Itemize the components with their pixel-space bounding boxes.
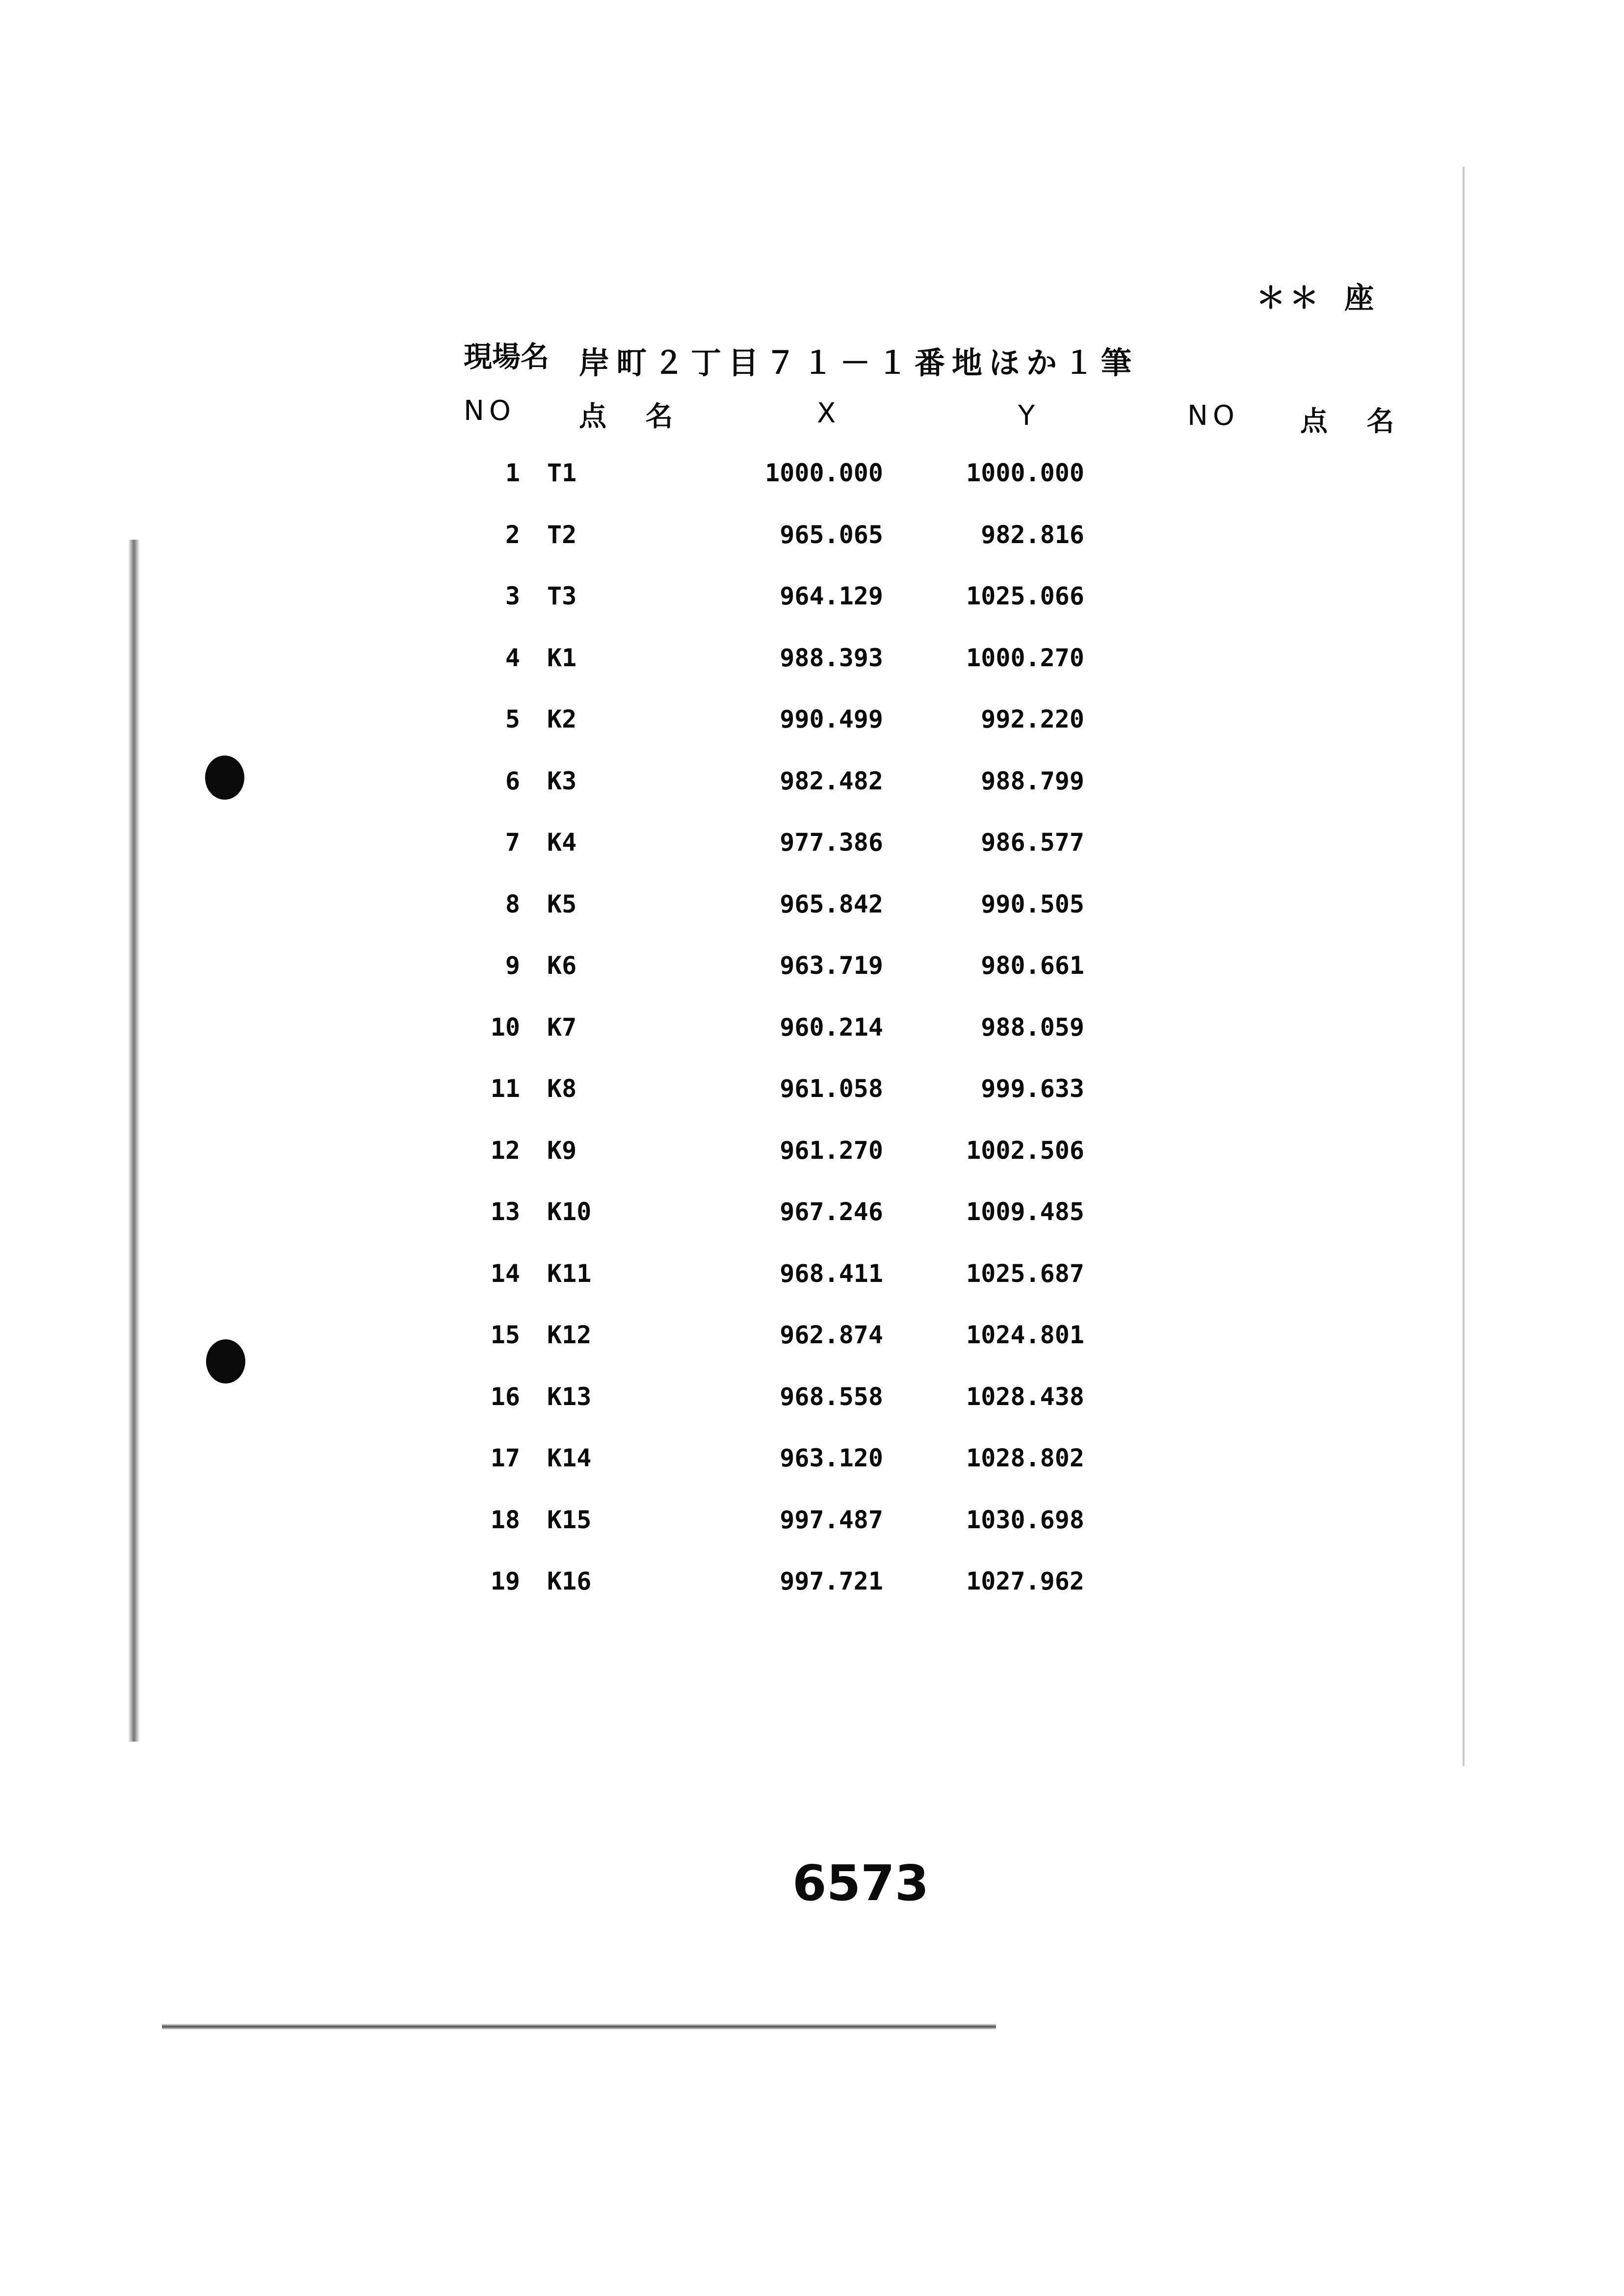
y-value: 1000.000 [966, 459, 1084, 487]
point-name: K14 [547, 1444, 592, 1472]
row-number: 3 [505, 582, 520, 610]
x-value: 962.874 [780, 1321, 883, 1349]
point-name: K8 [547, 1074, 577, 1103]
row-number: 11 [490, 1074, 520, 1103]
header-no: NO [464, 395, 516, 427]
row-number: 14 [490, 1259, 520, 1288]
x-value: 963.719 [780, 951, 883, 980]
x-value: 1000.000 [765, 459, 883, 487]
x-value: 968.558 [780, 1383, 883, 1411]
point-name: K15 [547, 1506, 592, 1534]
punch-hole-top [205, 756, 244, 800]
row-number: 19 [490, 1567, 520, 1595]
y-value: 1024.801 [966, 1321, 1084, 1349]
row-number: 1 [505, 459, 520, 487]
point-name: K4 [547, 828, 577, 857]
point-name: T2 [547, 521, 577, 549]
header-y: Y [1018, 400, 1040, 432]
header-point-name-2: 点 名 [1300, 406, 1409, 438]
point-name: K5 [547, 890, 577, 918]
point-name: K7 [547, 1013, 577, 1042]
point-name: K11 [547, 1259, 592, 1288]
x-value: 963.120 [780, 1444, 883, 1472]
point-name: K16 [547, 1567, 592, 1595]
y-value: 1027.962 [966, 1567, 1084, 1595]
y-value: 990.505 [981, 890, 1084, 918]
row-number: 17 [490, 1444, 520, 1472]
y-value: 1000.270 [966, 644, 1084, 672]
y-value: 1028.802 [966, 1444, 1084, 1472]
x-value: 990.499 [780, 705, 883, 733]
point-name: K12 [547, 1321, 592, 1349]
y-value: 1028.438 [966, 1383, 1084, 1411]
row-number: 6 [505, 767, 520, 795]
punch-hole-bottom [206, 1339, 245, 1383]
bottom-scan-edge [162, 2024, 996, 2030]
x-value: 961.270 [780, 1136, 883, 1165]
row-number: 12 [490, 1136, 520, 1165]
x-value: 967.246 [780, 1198, 883, 1226]
left-scan-edge [129, 540, 139, 1742]
x-value: 964.129 [780, 582, 883, 610]
corner-mark: ＊＊ 座 [1256, 281, 1378, 315]
point-name: T3 [547, 582, 577, 610]
x-value: 968.411 [780, 1259, 883, 1288]
point-name: K13 [547, 1383, 592, 1411]
y-value: 988.059 [981, 1013, 1084, 1042]
right-scan-edge [1462, 167, 1465, 1766]
page-number: 6573 [792, 1854, 929, 1912]
y-value: 1030.698 [966, 1506, 1084, 1534]
point-name: K6 [547, 951, 577, 980]
y-value: 1025.687 [966, 1259, 1084, 1288]
y-value: 1002.506 [966, 1136, 1084, 1165]
y-value: 980.661 [981, 951, 1084, 980]
y-value: 1009.485 [966, 1198, 1084, 1226]
row-number: 2 [505, 521, 520, 549]
y-value: 986.577 [981, 828, 1084, 857]
x-value: 965.065 [780, 521, 883, 549]
header-x: X [817, 397, 841, 429]
row-number: 5 [505, 705, 520, 733]
y-value: 992.220 [981, 705, 1084, 733]
point-name: T1 [547, 459, 577, 487]
row-number: 8 [505, 890, 520, 918]
x-value: 997.487 [780, 1506, 883, 1534]
row-number: 4 [505, 644, 520, 672]
point-name: K10 [547, 1198, 592, 1226]
x-value: 988.393 [780, 644, 883, 672]
y-value: 999.633 [981, 1074, 1084, 1103]
row-number: 7 [505, 828, 520, 857]
y-value: 1025.066 [966, 582, 1084, 610]
row-number: 10 [490, 1013, 520, 1042]
row-number: 16 [490, 1383, 520, 1411]
site-name: 岸町２丁目７１－１番地ほか１筆 [579, 345, 1139, 381]
header-no-2: NO [1187, 400, 1239, 432]
x-value: 997.721 [780, 1567, 883, 1595]
x-value: 977.386 [780, 828, 883, 857]
x-value: 961.058 [780, 1074, 883, 1103]
point-name: K1 [547, 644, 577, 672]
site-label: 現場名 [464, 340, 550, 373]
x-value: 982.482 [780, 767, 883, 795]
row-number: 9 [505, 951, 520, 980]
point-name: K3 [547, 767, 577, 795]
x-value: 965.842 [780, 890, 883, 918]
row-number: 15 [490, 1321, 520, 1349]
x-value: 960.214 [780, 1013, 883, 1042]
point-name: K9 [547, 1136, 577, 1165]
row-number: 13 [490, 1198, 520, 1226]
point-name: K2 [547, 705, 577, 733]
header-point-name: 点 名 [579, 401, 688, 433]
y-value: 982.816 [981, 521, 1084, 549]
row-number: 18 [490, 1506, 520, 1534]
y-value: 988.799 [981, 767, 1084, 795]
